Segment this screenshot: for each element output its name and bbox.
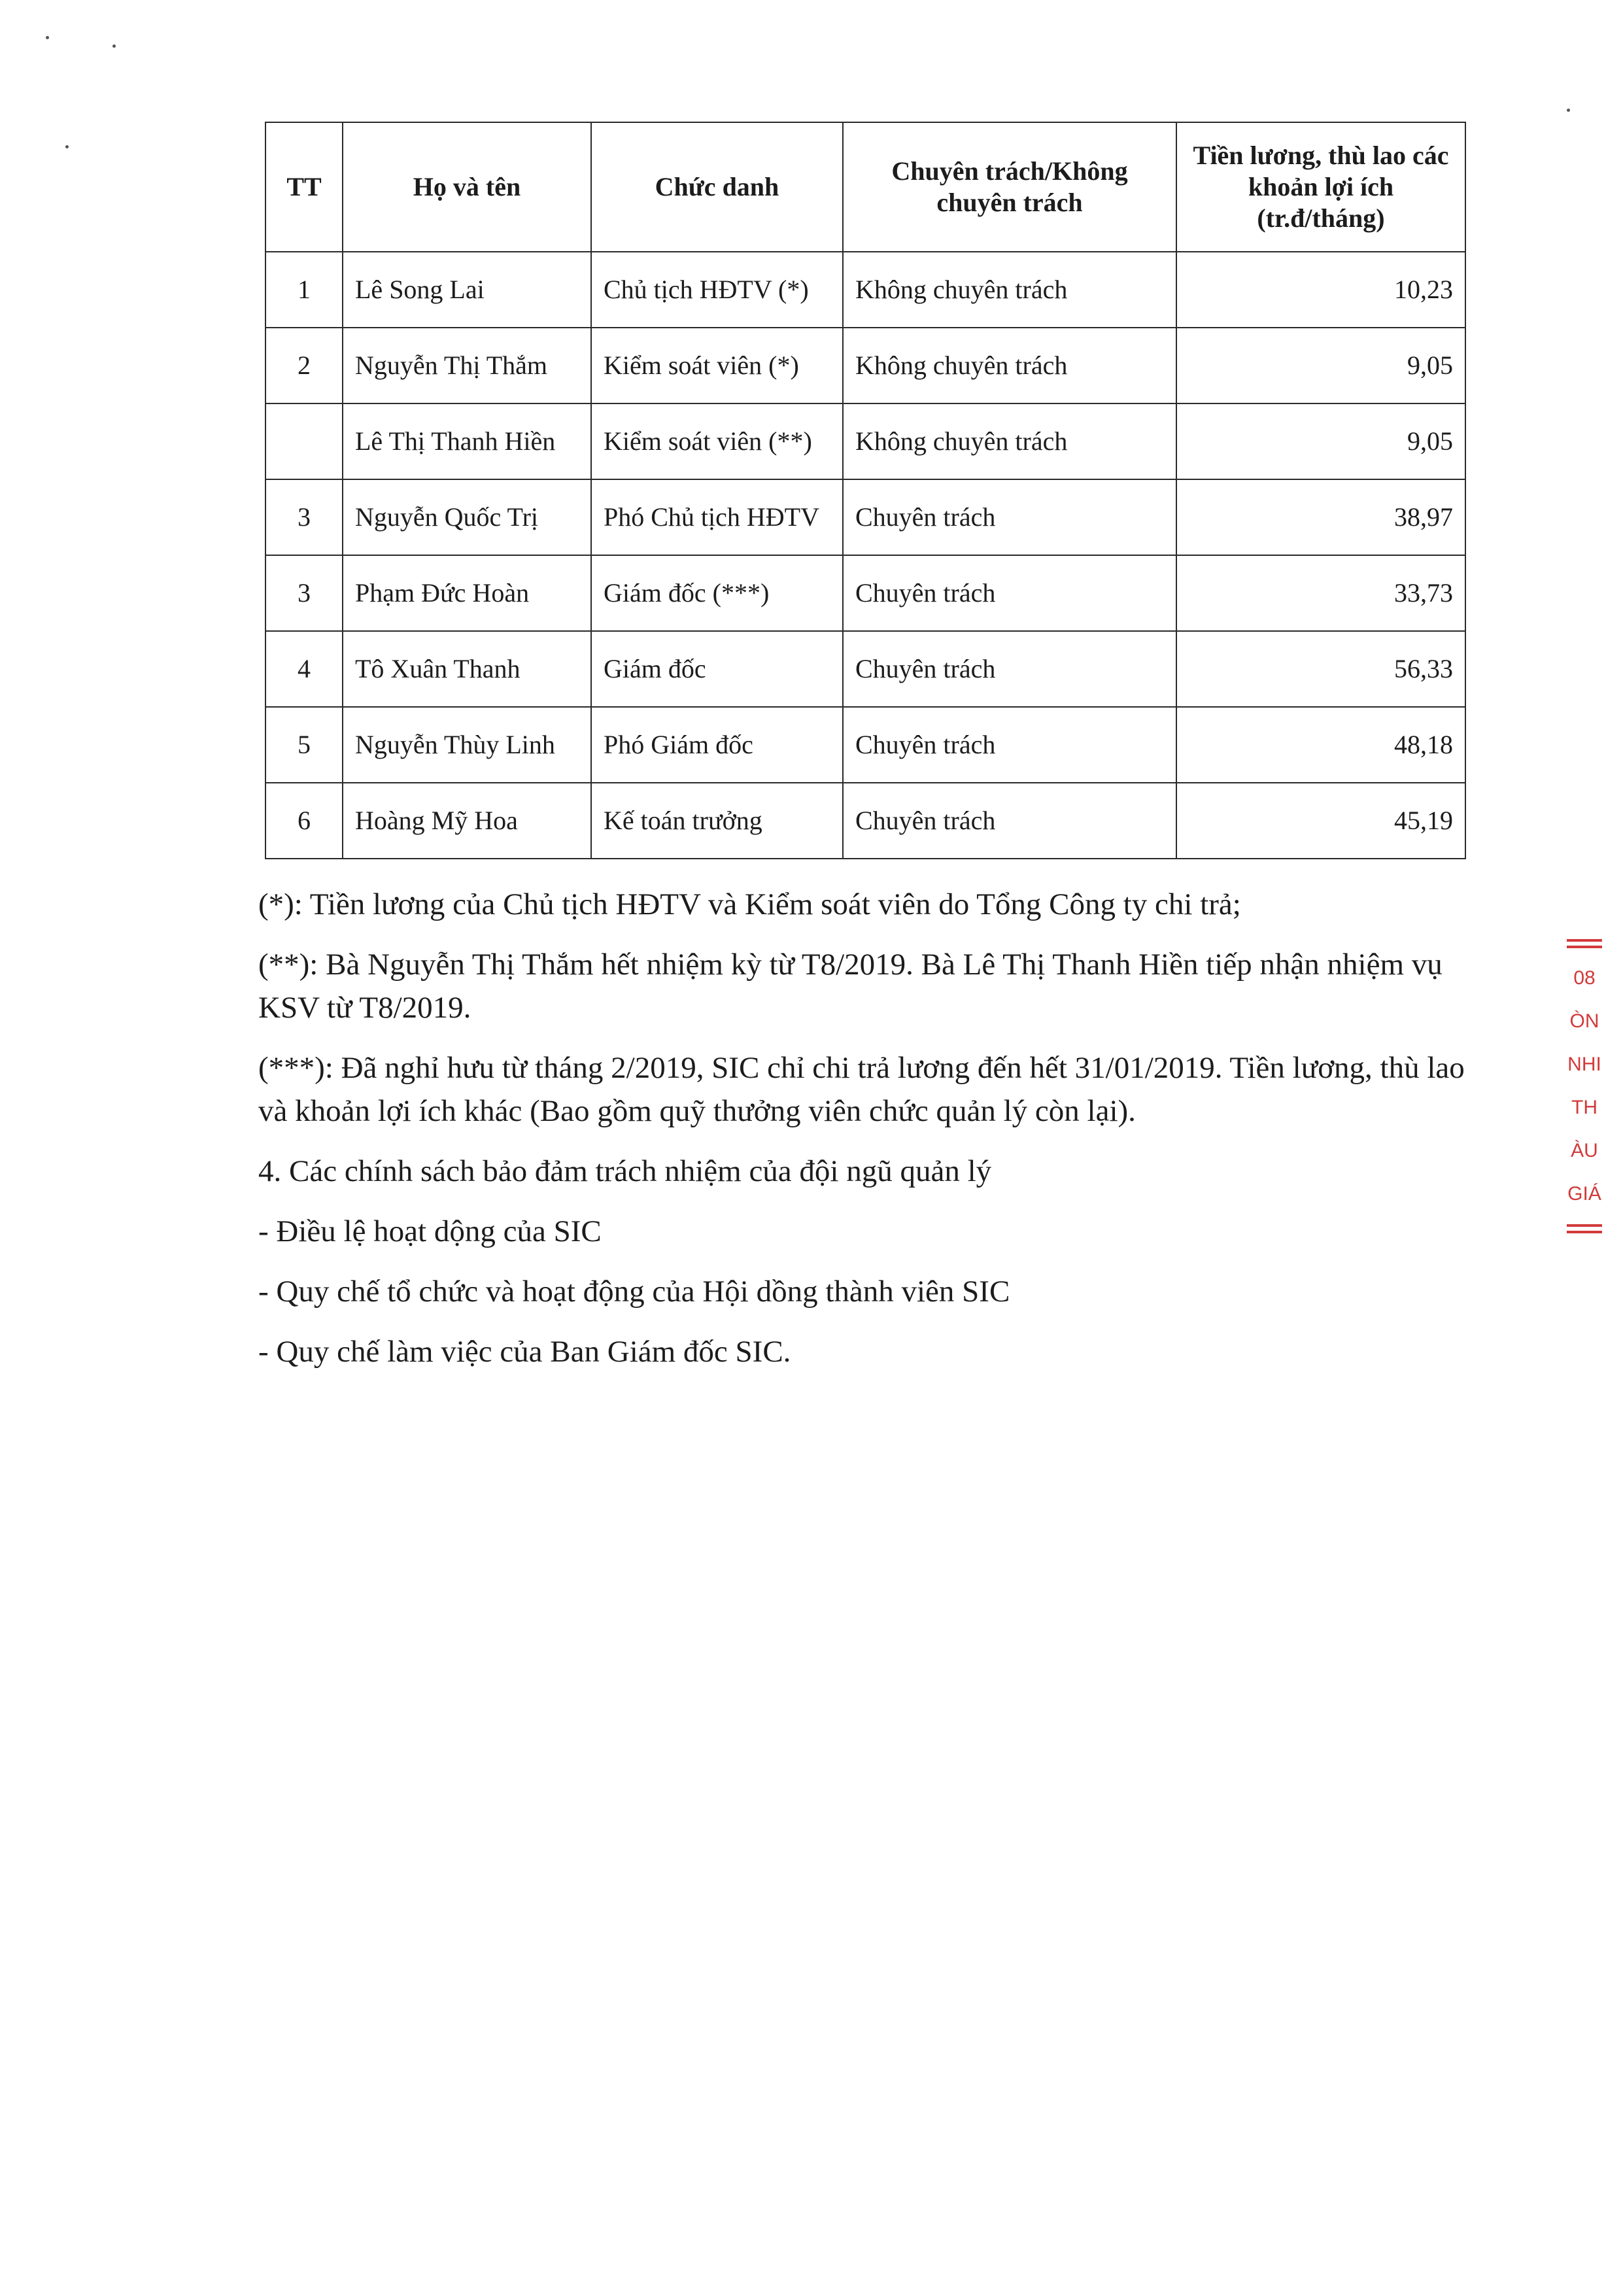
cell-amount: 9,05 [1176, 328, 1465, 403]
cell-position: Giám đốc [591, 631, 843, 707]
scan-speck [65, 145, 69, 148]
cell-position: Chủ tịch HĐTV (*) [591, 252, 843, 328]
cell-tt: 1 [265, 252, 343, 328]
scan-speck [112, 44, 116, 48]
policy-item: - Quy chế tổ chức và hoạt động của Hội dồng thành viên SIC [258, 1275, 1010, 1309]
cell-amount: 48,18 [1176, 707, 1465, 783]
cell-tt: 5 [265, 707, 343, 783]
table-row [265, 707, 1465, 783]
cell-amount: 38,97 [1176, 479, 1465, 555]
policy-item: - Điều lệ hoạt dộng của SIC [258, 1214, 602, 1248]
cell-position: Kiểm soát viên (*) [591, 328, 843, 403]
salary-table [265, 122, 1466, 859]
scan-speck [46, 36, 49, 39]
note-term-change: (**): Bà Nguyễn Thị Thắm hết nhiệm kỳ từ T8/2019. Bà Lê Thị Thanh Hiền tiếp nhận nhiệm vụ KSV từ T8/2019. [258, 948, 1443, 1025]
seal-text: NHI [1567, 1054, 1601, 1075]
seal-text: ÀU [1571, 1140, 1598, 1161]
cell-name: Lê Thị Thanh Hiền [343, 403, 591, 479]
header-amount: Tiền lương, thù lao các khoản lợi ích (tr.đ/tháng) [1176, 122, 1465, 252]
scan-speck [1567, 109, 1570, 112]
cell-type: Không chuyên trách [843, 403, 1176, 479]
seal-line [1567, 939, 1602, 942]
cell-name: Nguyễn Quốc Trị [343, 479, 591, 555]
table-row [265, 555, 1465, 631]
cell-type: Chuyên trách [843, 479, 1176, 555]
table-row [265, 252, 1465, 328]
table-row [265, 403, 1465, 479]
seal-text: TH [1571, 1097, 1597, 1118]
cell-position: Kiểm soát viên (**) [591, 403, 843, 479]
seal-text: GIÁ [1567, 1183, 1601, 1205]
cell-position: Phó Chủ tịch HĐTV [591, 479, 843, 555]
cell-tt: 6 [265, 783, 343, 859]
table-header-row [265, 122, 1465, 252]
cell-tt: 3 [265, 555, 343, 631]
cell-tt: 2 [265, 328, 343, 403]
cell-position: Kế toán trưởng [591, 783, 843, 859]
cell-tt [265, 403, 343, 479]
cell-name: Hoàng Mỹ Hoa [343, 783, 591, 859]
cell-position: Giám đốc (***) [591, 555, 843, 631]
cell-type: Chuyên trách [843, 707, 1176, 783]
cell-type: Chuyên trách [843, 631, 1176, 707]
note-salary-payer: (*): Tiền lương của Chủ tịch HĐTV và Kiểm soát viên do Tổng Công ty chi trả; [258, 887, 1241, 921]
seal-text: ÒN [1569, 1010, 1599, 1032]
seal-line [1567, 946, 1602, 948]
cell-amount: 9,05 [1176, 403, 1465, 479]
table-row [265, 479, 1465, 555]
seal-line [1567, 1231, 1602, 1233]
policy-item: - Quy chế làm việc của Ban Giám đốc SIC. [258, 1335, 791, 1369]
cell-amount: 10,23 [1176, 252, 1465, 328]
note-retirement: (***): Đã nghỉ hưu từ tháng 2/2019, SIC chỉ chi trả lương đến hết 31/01/2019. Tiền lương, thù lao và khoản lợi ích khác (Bao gồm quỹ thưởng viên chức quản lý còn lại). [258, 1051, 1465, 1128]
cell-amount: 56,33 [1176, 631, 1465, 707]
table-row [265, 631, 1465, 707]
cell-name: Phạm Đức Hoàn [343, 555, 591, 631]
cell-name: Lê Song Lai [343, 252, 591, 328]
cell-type: Không chuyên trách [843, 252, 1176, 328]
cell-type: Không chuyên trách [843, 328, 1176, 403]
red-seal-fragment [1564, 935, 1605, 1223]
header-tt: TT [265, 122, 343, 252]
cell-type: Chuyên trách [843, 783, 1176, 859]
cell-amount: 33,73 [1176, 555, 1465, 631]
cell-type: Chuyên trách [843, 555, 1176, 631]
header-type: Chuyên trách/Không chuyên trách [843, 122, 1176, 252]
table-row [265, 783, 1465, 859]
header-position: Chức danh [591, 122, 843, 252]
notes-section [258, 883, 1488, 1390]
table-row [265, 328, 1465, 403]
cell-name: Tô Xuân Thanh [343, 631, 591, 707]
cell-position: Phó Giám đốc [591, 707, 843, 783]
cell-name: Nguyễn Thị Thắm [343, 328, 591, 403]
cell-amount: 45,19 [1176, 783, 1465, 859]
header-name: Họ và tên [343, 122, 591, 252]
cell-name: Nguyễn Thùy Linh [343, 707, 591, 783]
cell-tt: 3 [265, 479, 343, 555]
seal-line [1567, 1224, 1602, 1227]
section-heading-policies: 4. Các chính sách bảo đảm trách nhiệm của đội ngũ quản lý [258, 1154, 992, 1188]
cell-tt: 4 [265, 631, 343, 707]
seal-text: 08 [1573, 967, 1596, 989]
